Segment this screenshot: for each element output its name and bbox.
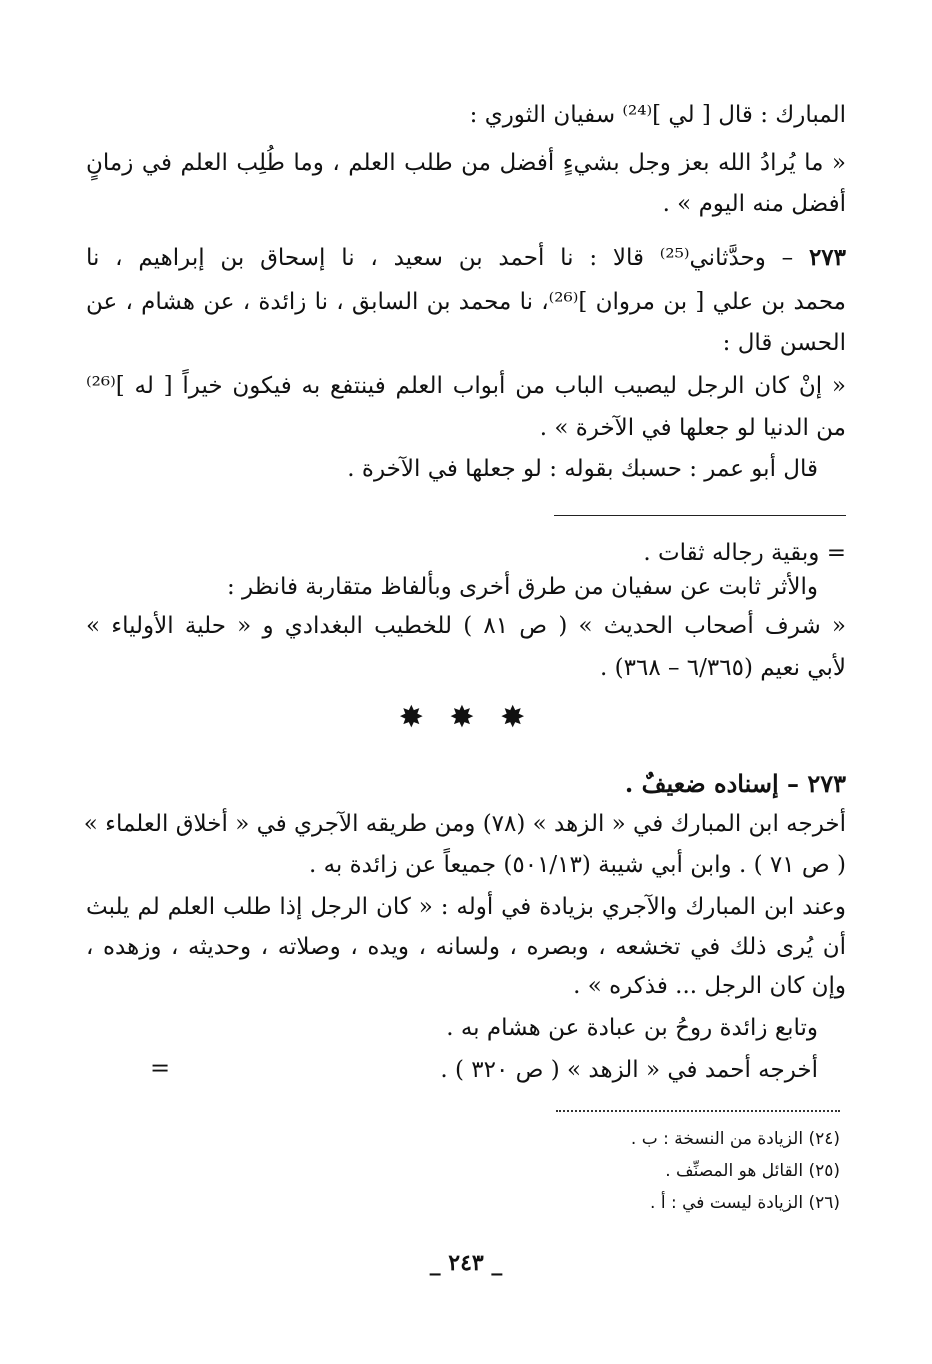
footnote-divider <box>556 1110 840 1112</box>
note-line: = وبقية رجاله ثقات . <box>643 540 846 566</box>
commentary-line: وتابع زائدة روحُ بن عبادة عن هشام به . <box>446 1015 818 1041</box>
text-line: أفضل منه اليوم » . <box>662 191 846 217</box>
text-line: المبارك : قال [ لي ]⁽²⁴⁾ سفيان الثوري : <box>469 102 846 128</box>
footnote: (٢٤) الزيادة من النسخة : ب . <box>630 1129 840 1149</box>
commentary-line: وعند ابن المبارك والآجري بزيادة في أوله : « كان الرجل إذا طلب العلم لم يلبث <box>86 894 846 920</box>
section-divider <box>554 515 846 516</box>
text-line: « ما يُرادُ الله بعز وجل بشيءٍ أفضل من طلب العلم ، وما طُلِب العلم في زمانٍ <box>86 150 846 176</box>
text-line: قال أبو عمر : حسبك بقوله : لو جعلها في الآخرة . <box>347 456 818 482</box>
commentary-line: أن يُرى ذلك في تخشعه ، وبصره ، ولسانه ، ويده ، وصلاته ، وحديثه ، وزهده ، <box>86 934 846 960</box>
text-line-rest: – وحدَّثاني⁽²⁵⁾ قالا : نا أحمد بن سعيد ، نا إسحاق بن إبراهيم ، نا <box>86 245 809 271</box>
note-line: لأبي نعيم (٦/٣٦٥ – ٣٦٨) . <box>600 655 846 681</box>
commentary-heading: ٢٧٣ – إسناده ضعيفٌ . <box>624 769 846 798</box>
entry-number: ٢٧٣ <box>808 244 846 271</box>
continuation-mark: = <box>150 1054 171 1082</box>
page-number: _ ٢٤٣ _ <box>429 1250 503 1276</box>
note-line: والأثر ثابت عن سفيان من طرق أخرى وبألفاظ متقاربة فانظر : <box>226 574 818 600</box>
text-line: من الدنيا لو جعلها في الآخرة » . <box>539 415 846 441</box>
text-line <box>86 238 846 278</box>
text-line: الحسن قال : <box>722 330 846 356</box>
footnote: (٢٦) الزيادة ليست في : أ . <box>650 1193 840 1213</box>
commentary-line: أخرجه ابن المبارك في « الزهد » (٧٨) ومن طريقه الآجري في « أخلاق العلماء » <box>83 811 846 837</box>
commentary-line: أخرجه أحمد في « الزهد » ( ص ٣٢٠ ) . <box>440 1057 818 1083</box>
commentary-line: وإن كان الرجل ... فذكره » . <box>573 973 846 999</box>
text-line: « إنْ كان الرجل ليصيب الباب من أبواب العلم فينتفع به فيكون خيراً [ له ]⁽²⁶⁾ <box>86 373 846 399</box>
note-line: « شرف أصحاب الحديث » ( ص ٨١ ) للخطيب البغدادي و « حلية الأولياء » <box>86 613 846 639</box>
commentary-line: ( ص ٧١ ) . وابن أبي شيبة (٥٠١/١٣) جميعاً عن زائدة به . <box>308 852 846 878</box>
ornament-stars: ✸ ✸ ✸ <box>398 700 534 735</box>
text-line: محمد بن علي [ بن مروان ]⁽²⁶⁾، نا محمد بن السابق ، نا زائدة ، عن هشام ، عن <box>86 289 846 315</box>
footnote: (٢٥) القائل هو المصنِّف . <box>665 1161 840 1181</box>
